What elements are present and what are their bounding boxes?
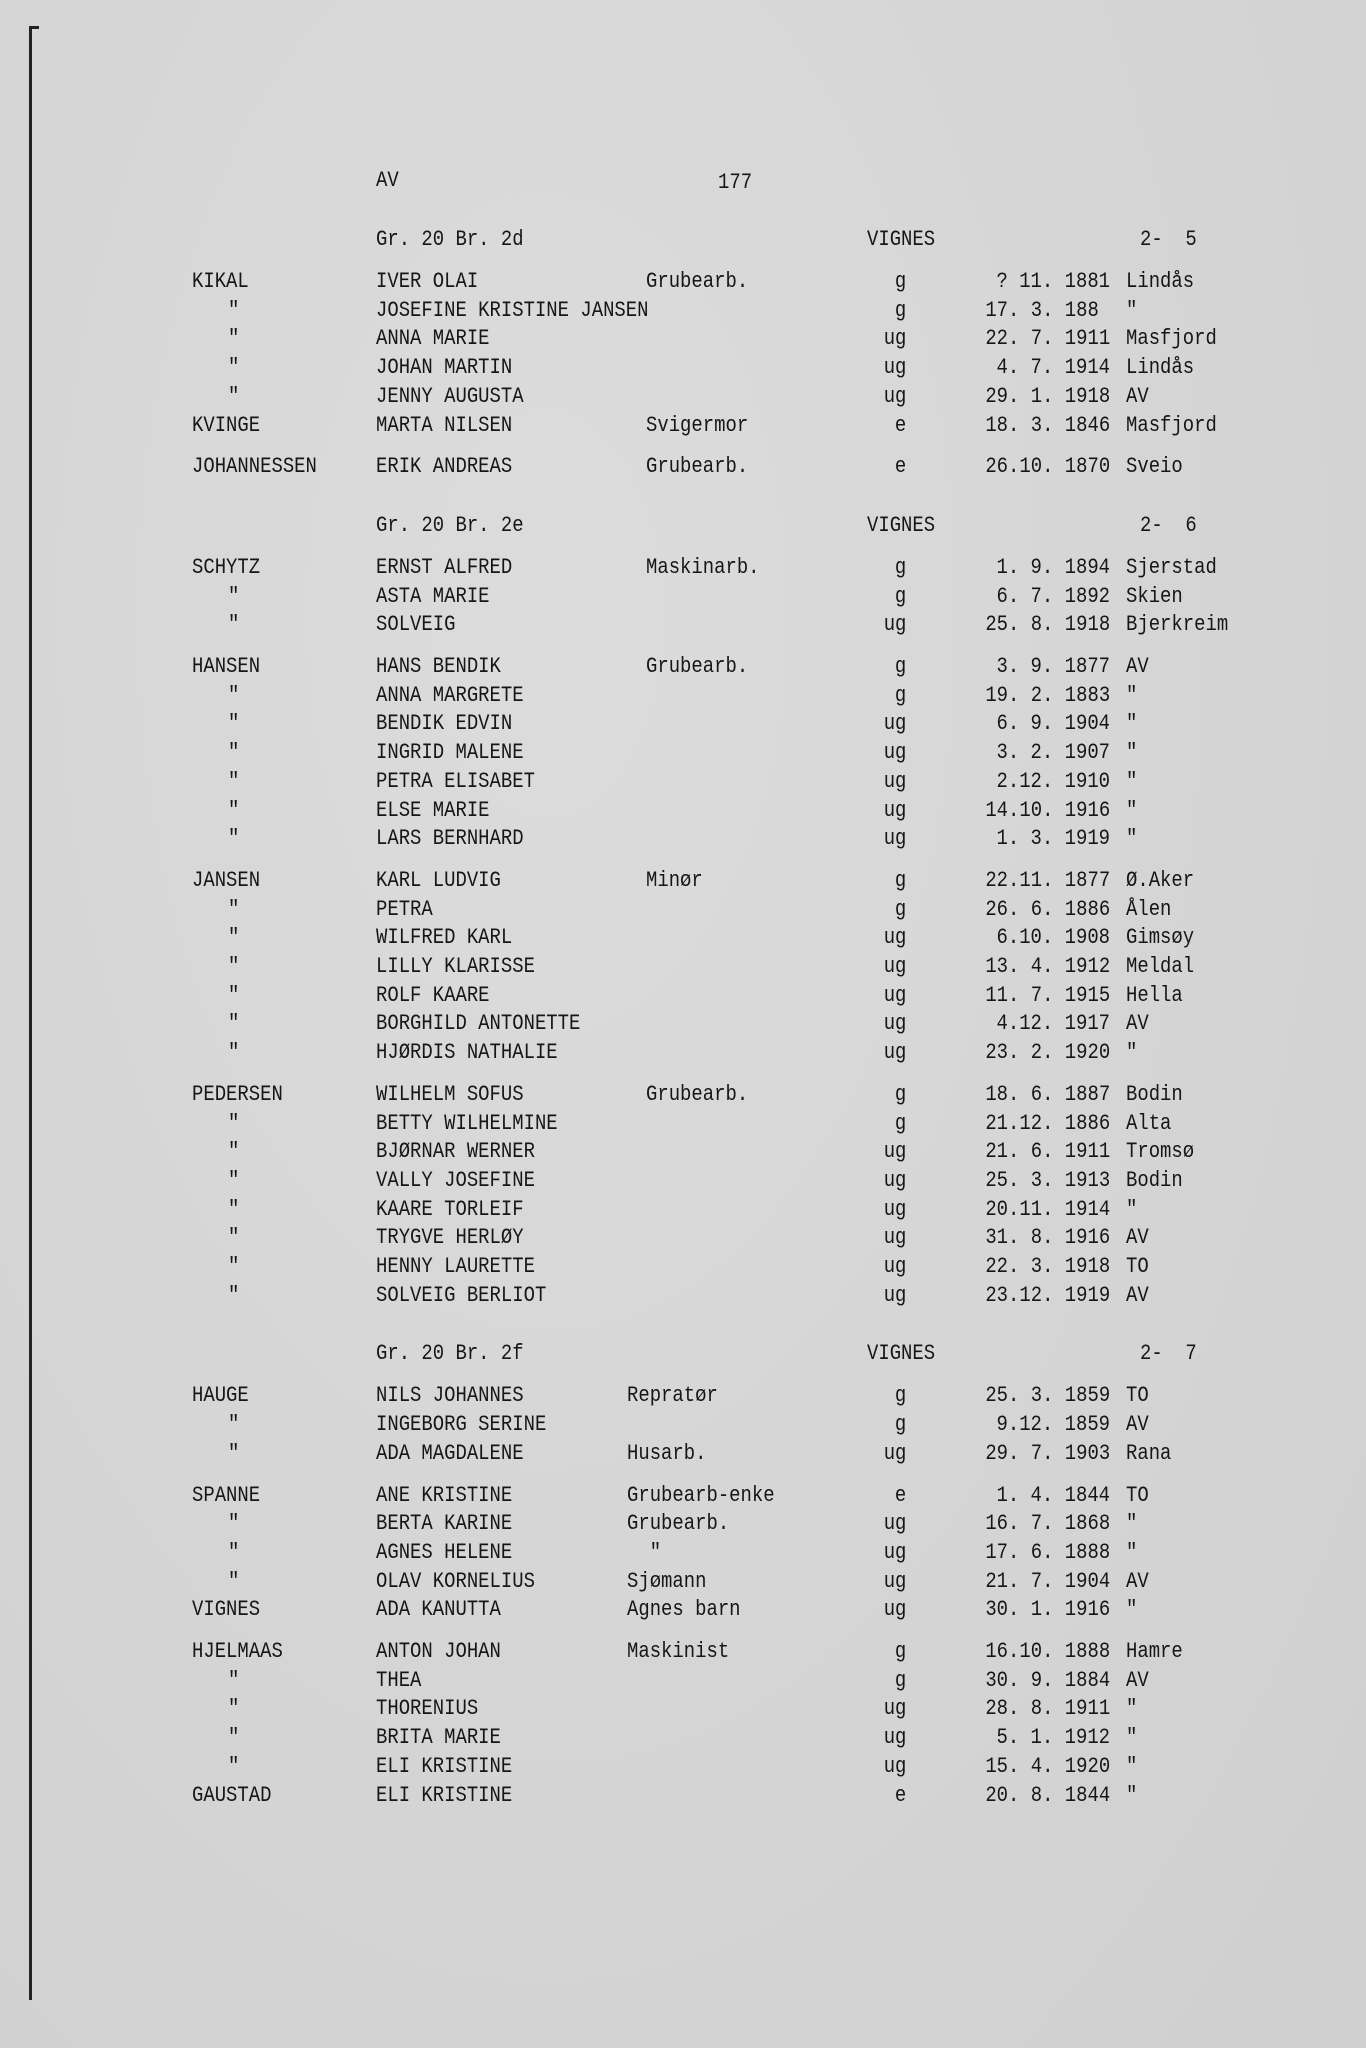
birth-date: 3. 2. 1907 — [996, 740, 1110, 766]
given-names: ANE KRISTINE — [376, 1482, 513, 1508]
surname: " — [228, 1110, 240, 1136]
birthplace: " — [1126, 740, 1138, 766]
given-names: BETTY WILHELMINE — [376, 1110, 558, 1136]
marital-status: ug — [883, 326, 906, 352]
surname: " — [228, 1667, 240, 1693]
birth-date: 21. 6. 1911 — [985, 1139, 1110, 1165]
surname: " — [228, 297, 240, 323]
birthplace: Masfjord — [1126, 412, 1217, 438]
given-names: WILHELM SOFUS — [376, 1081, 524, 1107]
given-names: ELI KRISTINE — [376, 1753, 513, 1779]
surname: " — [228, 612, 240, 638]
birth-date: 4.12. 1917 — [996, 1011, 1110, 1037]
occupation: Svigermor — [646, 412, 749, 438]
birth-date: 18. 3. 1846 — [985, 412, 1110, 438]
birth-date: 6. 7. 1892 — [996, 583, 1110, 609]
birthplace: " — [1126, 797, 1138, 823]
birthplace: Bodin — [1126, 1081, 1183, 1107]
birth-date: 11. 7. 1915 — [985, 982, 1110, 1008]
birth-date: 26. 6. 1886 — [985, 896, 1110, 922]
birthplace: AV — [1126, 1282, 1149, 1308]
birthplace: AV — [1126, 1568, 1149, 1594]
birthplace: Masfjord — [1126, 326, 1217, 352]
given-names: THORENIUS — [376, 1696, 479, 1722]
marital-status: g — [894, 654, 906, 679]
section-number: 2- 7 — [1140, 1341, 1197, 1367]
occupation: Grubearb. — [646, 1081, 749, 1107]
birthplace: AV — [1126, 1667, 1149, 1693]
birth-date: 6. 9. 1904 — [996, 711, 1110, 737]
surname: GAUSTAD — [192, 1782, 272, 1808]
given-names: ELI KRISTINE — [376, 1782, 513, 1808]
marital-status: ug — [883, 1539, 906, 1565]
surname: " — [228, 1225, 240, 1251]
given-names: BENDIK EDVIN — [376, 711, 513, 737]
surname: JANSEN — [192, 867, 261, 893]
birth-date: 21. 7. 1904 — [985, 1568, 1110, 1594]
birthplace: Rana — [1126, 1440, 1172, 1466]
marital-status: ug — [883, 925, 906, 951]
surname: VIGNES — [192, 1597, 261, 1623]
birth-date: 29. 7. 1903 — [985, 1440, 1110, 1466]
marital-status: ug — [883, 954, 906, 979]
marital-status: ug — [883, 711, 906, 737]
surname: " — [228, 1139, 240, 1165]
marital-status: ug — [883, 1196, 906, 1222]
given-names: NILS JOHANNES — [376, 1383, 524, 1409]
surname: " — [228, 383, 240, 409]
birth-date: 30. 9. 1884 — [985, 1667, 1110, 1693]
occupation: Repratør — [627, 1383, 718, 1409]
birthplace: " — [1126, 297, 1138, 323]
section-group: Gr. 20 Br. 2d — [376, 227, 524, 252]
birth-date: 23.12. 1919 — [985, 1282, 1110, 1308]
surname: KIKAL — [192, 269, 249, 294]
birth-date: 28. 8. 1911 — [985, 1696, 1110, 1722]
birthplace: " — [1126, 682, 1138, 708]
birth-date: 17. 6. 1888 — [985, 1539, 1110, 1565]
given-names: INGRID MALENE — [376, 740, 524, 766]
birth-date: 25. 3. 1913 — [985, 1167, 1110, 1193]
marital-status: ug — [883, 1511, 906, 1537]
surname: " — [228, 1440, 240, 1466]
marital-status: e — [894, 454, 906, 480]
marital-status: ug — [883, 1696, 906, 1722]
birthplace: Hella — [1126, 982, 1183, 1008]
surname: JOHANNESSEN — [192, 454, 317, 480]
given-names: BORGHILD ANTONETTE — [376, 1011, 581, 1037]
given-names: JENNY AUGUSTA — [376, 383, 524, 409]
birth-date: 4. 7. 1914 — [996, 355, 1110, 381]
marital-status: ug — [883, 1139, 906, 1165]
birthplace: AV — [1126, 1412, 1149, 1438]
section-farm: VIGNES — [867, 227, 936, 252]
birth-date: 29. 1. 1918 — [985, 383, 1110, 409]
given-names: BERTA KARINE — [376, 1511, 513, 1537]
marital-status: ug — [883, 1753, 906, 1779]
birth-date: 15. 4. 1920 — [985, 1753, 1110, 1779]
marital-status: g — [894, 1110, 906, 1136]
section-group: Gr. 20 Br. 2e — [376, 512, 524, 538]
birth-date: 9.12. 1859 — [996, 1412, 1110, 1438]
birth-date: 3. 9. 1877 — [996, 654, 1110, 679]
birthplace: " — [1126, 1782, 1138, 1808]
surname: PEDERSEN — [192, 1081, 283, 1107]
marital-status: g — [894, 583, 906, 609]
surname: " — [228, 1011, 240, 1037]
birthplace: " — [1126, 1753, 1138, 1779]
occupation: Grubearb-enke — [627, 1482, 775, 1508]
birthplace: AV — [1126, 383, 1149, 409]
given-names: JOHAN MARTIN — [376, 355, 513, 381]
given-names: INGEBORG SERINE — [376, 1412, 547, 1438]
given-names: IVER OLAI — [376, 269, 479, 294]
marital-status: g — [894, 1412, 906, 1438]
birthplace: " — [1126, 1696, 1138, 1722]
surname: " — [228, 925, 240, 951]
given-names: PETRA — [376, 896, 433, 922]
given-names: ELSE MARIE — [376, 797, 490, 823]
given-names: SOLVEIG — [376, 612, 456, 638]
given-names: ADA MAGDALENE — [376, 1440, 524, 1466]
surname: " — [228, 896, 240, 922]
marital-status: g — [894, 1383, 906, 1409]
marital-status: g — [894, 682, 906, 708]
occupation: Minør — [646, 867, 703, 893]
birthplace: " — [1126, 826, 1138, 852]
marital-status: g — [894, 1639, 906, 1664]
surname: " — [228, 1539, 240, 1565]
given-names: BRITA MARIE — [376, 1725, 501, 1751]
birth-date: 1. 4. 1844 — [996, 1482, 1110, 1508]
marital-status: ug — [883, 740, 906, 766]
given-names: TRYGVE HERLØY — [376, 1225, 524, 1251]
birth-date: 25. 3. 1859 — [985, 1383, 1110, 1409]
birthplace: " — [1126, 1725, 1138, 1751]
section-farm: VIGNES — [867, 512, 936, 538]
marital-status: ug — [883, 1225, 906, 1251]
section-number: 2- 6 — [1140, 512, 1197, 538]
birth-date: 22. 7. 1911 — [985, 326, 1110, 352]
given-names: MARTA NILSEN — [376, 412, 513, 438]
given-names: OLAV KORNELIUS — [376, 1568, 535, 1594]
birthplace: TO — [1126, 1482, 1149, 1508]
occupation: Maskinist — [627, 1639, 730, 1664]
birthplace: AV — [1126, 1011, 1149, 1037]
surname: " — [228, 355, 240, 381]
birthplace: " — [1126, 768, 1138, 794]
surname: " — [228, 682, 240, 708]
birthplace: " — [1126, 1040, 1138, 1066]
birth-date: 5. 1. 1912 — [996, 1725, 1110, 1751]
surname: " — [228, 1254, 240, 1279]
given-names: JOSEFINE KRISTINE JANSEN — [376, 297, 649, 323]
surname: " — [228, 1511, 240, 1537]
occupation: Agnes barn — [627, 1597, 741, 1623]
birth-date: 22.11. 1877 — [985, 867, 1110, 893]
birthplace: " — [1126, 711, 1138, 737]
marital-status: g — [894, 297, 906, 323]
given-names: BJØRNAR WERNER — [376, 1139, 535, 1165]
marital-status: ug — [883, 982, 906, 1008]
marital-status: ug — [883, 1040, 906, 1066]
birth-date: 23. 2. 1920 — [985, 1040, 1110, 1066]
birth-date: 16. 7. 1868 — [985, 1511, 1110, 1537]
birth-date: 18. 6. 1887 — [985, 1081, 1110, 1107]
given-names: PETRA ELISABET — [376, 768, 535, 794]
surname: " — [228, 711, 240, 737]
surname: " — [228, 982, 240, 1008]
birth-date: ? 11. 1881 — [996, 269, 1110, 294]
given-names: HANS BENDIK — [376, 654, 501, 679]
birthplace: Gimsøy — [1126, 925, 1195, 951]
surname: KVINGE — [192, 412, 261, 438]
given-names: ERNST ALFRED — [376, 554, 513, 580]
birth-date: 19. 2. 1883 — [985, 682, 1110, 708]
given-names: ASTA MARIE — [376, 583, 490, 609]
marital-status: ug — [883, 1597, 906, 1623]
birthplace: Skien — [1126, 583, 1183, 609]
marital-status: g — [894, 896, 906, 922]
surname: " — [228, 1040, 240, 1066]
marital-status: ug — [883, 355, 906, 381]
birth-date: 20. 8. 1844 — [985, 1782, 1110, 1808]
birthplace: Sveio — [1126, 454, 1183, 480]
birth-date: 2.12. 1910 — [996, 768, 1110, 794]
surname: " — [228, 797, 240, 823]
occupation: " — [627, 1539, 662, 1565]
surname: " — [228, 1568, 240, 1594]
birth-date: 17. 3. 188 — [985, 297, 1110, 323]
page-left-label: AV — [376, 168, 399, 193]
birth-date: 6.10. 1908 — [996, 925, 1110, 951]
birthplace: AV — [1126, 1225, 1149, 1251]
birth-date: 20.11. 1914 — [985, 1196, 1110, 1222]
marital-status: g — [894, 867, 906, 893]
marital-status: ug — [883, 826, 906, 852]
surname: " — [228, 583, 240, 609]
given-names: VALLY JOSEFINE — [376, 1167, 535, 1193]
birthplace: " — [1126, 1597, 1138, 1623]
surname: SCHYTZ — [192, 554, 261, 580]
section-number: 2- 5 — [1140, 227, 1197, 252]
surname: " — [228, 1282, 240, 1308]
birth-date: 25. 8. 1918 — [985, 612, 1110, 638]
given-names: HENNY LAURETTE — [376, 1254, 535, 1279]
surname: " — [228, 1753, 240, 1779]
birthplace: AV — [1126, 654, 1149, 679]
birth-date: 1. 9. 1894 — [996, 554, 1110, 580]
occupation: Husarb. — [627, 1440, 707, 1466]
birthplace: Ålen — [1126, 896, 1172, 922]
birthplace: " — [1126, 1196, 1138, 1222]
marital-status: ug — [883, 1725, 906, 1751]
marital-status: ug — [883, 1440, 906, 1466]
occupation: Grubearb. — [646, 654, 749, 679]
marital-status: ug — [883, 1167, 906, 1193]
given-names: ROLF KAARE — [376, 982, 490, 1008]
birthplace: Lindås — [1126, 355, 1195, 381]
marital-status: e — [894, 1482, 906, 1508]
given-names: ADA KANUTTA — [376, 1597, 501, 1623]
birth-date: 31. 8. 1916 — [985, 1225, 1110, 1251]
marital-status: g — [894, 554, 906, 580]
birth-date: 22. 3. 1918 — [985, 1254, 1110, 1279]
marital-status: ug — [883, 1568, 906, 1594]
birthplace: Lindås — [1126, 269, 1195, 294]
given-names: AGNES HELENE — [376, 1539, 513, 1565]
marital-status: e — [894, 1782, 906, 1808]
given-names: ANNA MARGRETE — [376, 682, 524, 708]
occupation: Grubearb. — [627, 1511, 730, 1537]
birthplace: TO — [1126, 1254, 1149, 1279]
marital-status: g — [894, 1081, 906, 1107]
birthplace: Sjerstad — [1126, 554, 1217, 580]
given-names: THEA — [376, 1667, 422, 1693]
surname: " — [228, 1167, 240, 1193]
given-names: KAARE TORLEIF — [376, 1196, 524, 1222]
birthplace: Bodin — [1126, 1167, 1183, 1193]
birthplace: Alta — [1126, 1110, 1172, 1136]
birthplace: Ø.Aker — [1126, 867, 1195, 893]
marital-status: g — [894, 1667, 906, 1693]
marital-status: ug — [883, 1282, 906, 1308]
birthplace: " — [1126, 1511, 1138, 1537]
marital-status: ug — [883, 1254, 906, 1279]
birthplace: Bjerkreim — [1126, 612, 1229, 638]
marital-status: ug — [883, 383, 906, 409]
surname: HANSEN — [192, 654, 261, 679]
given-names: ANTON JOHAN — [376, 1639, 501, 1664]
birth-date: 26.10. 1870 — [985, 454, 1110, 480]
birth-date: 1. 3. 1919 — [996, 826, 1110, 852]
marital-status: ug — [883, 768, 906, 794]
birthplace: Tromsø — [1126, 1139, 1195, 1165]
given-names: LILLY KLARISSE — [376, 954, 535, 979]
surname: " — [228, 768, 240, 794]
surname: HJELMAAS — [192, 1639, 283, 1664]
given-names: HJØRDIS NATHALIE — [376, 1040, 558, 1066]
birth-date: 21.12. 1886 — [985, 1110, 1110, 1136]
given-names: ANNA MARIE — [376, 326, 490, 352]
birth-date: 30. 1. 1916 — [985, 1597, 1110, 1623]
given-names: ERIK ANDREAS — [376, 454, 513, 480]
surname: " — [228, 1412, 240, 1438]
given-names: LARS BERNHARD — [376, 826, 524, 852]
surname: " — [228, 740, 240, 766]
page-number: 177 — [718, 170, 753, 195]
given-names: WILFRED KARL — [376, 925, 513, 951]
page-edge-mark — [29, 26, 39, 29]
occupation: Grubearb. — [646, 269, 749, 294]
birth-date: 13. 4. 1912 — [985, 954, 1110, 979]
birth-date: 14.10. 1916 — [985, 797, 1110, 823]
occupation: Maskinarb. — [646, 554, 760, 580]
surname: " — [228, 1196, 240, 1222]
page-edge-line — [29, 26, 32, 2000]
surname: " — [228, 326, 240, 352]
marital-status: e — [894, 412, 906, 438]
surname: " — [228, 1696, 240, 1722]
surname: SPANNE — [192, 1482, 261, 1508]
section-farm: VIGNES — [867, 1341, 936, 1367]
birthplace: Meldal — [1126, 954, 1195, 979]
surname: " — [228, 826, 240, 852]
surname: " — [228, 1725, 240, 1751]
section-group: Gr. 20 Br. 2f — [376, 1341, 524, 1367]
surname: HAUGE — [192, 1383, 249, 1409]
surname: " — [228, 954, 240, 979]
occupation: Sjømann — [627, 1568, 707, 1594]
given-names: KARL LUDVIG — [376, 867, 501, 893]
birthplace: TO — [1126, 1383, 1149, 1409]
birthplace: Hamre — [1126, 1639, 1183, 1664]
given-names: SOLVEIG BERLIOT — [376, 1282, 547, 1308]
birthplace: " — [1126, 1539, 1138, 1565]
marital-status: ug — [883, 1011, 906, 1037]
marital-status: ug — [883, 612, 906, 638]
occupation: Grubearb. — [646, 454, 749, 480]
marital-status: ug — [883, 797, 906, 823]
marital-status: g — [894, 269, 906, 294]
birth-date: 16.10. 1888 — [985, 1639, 1110, 1664]
